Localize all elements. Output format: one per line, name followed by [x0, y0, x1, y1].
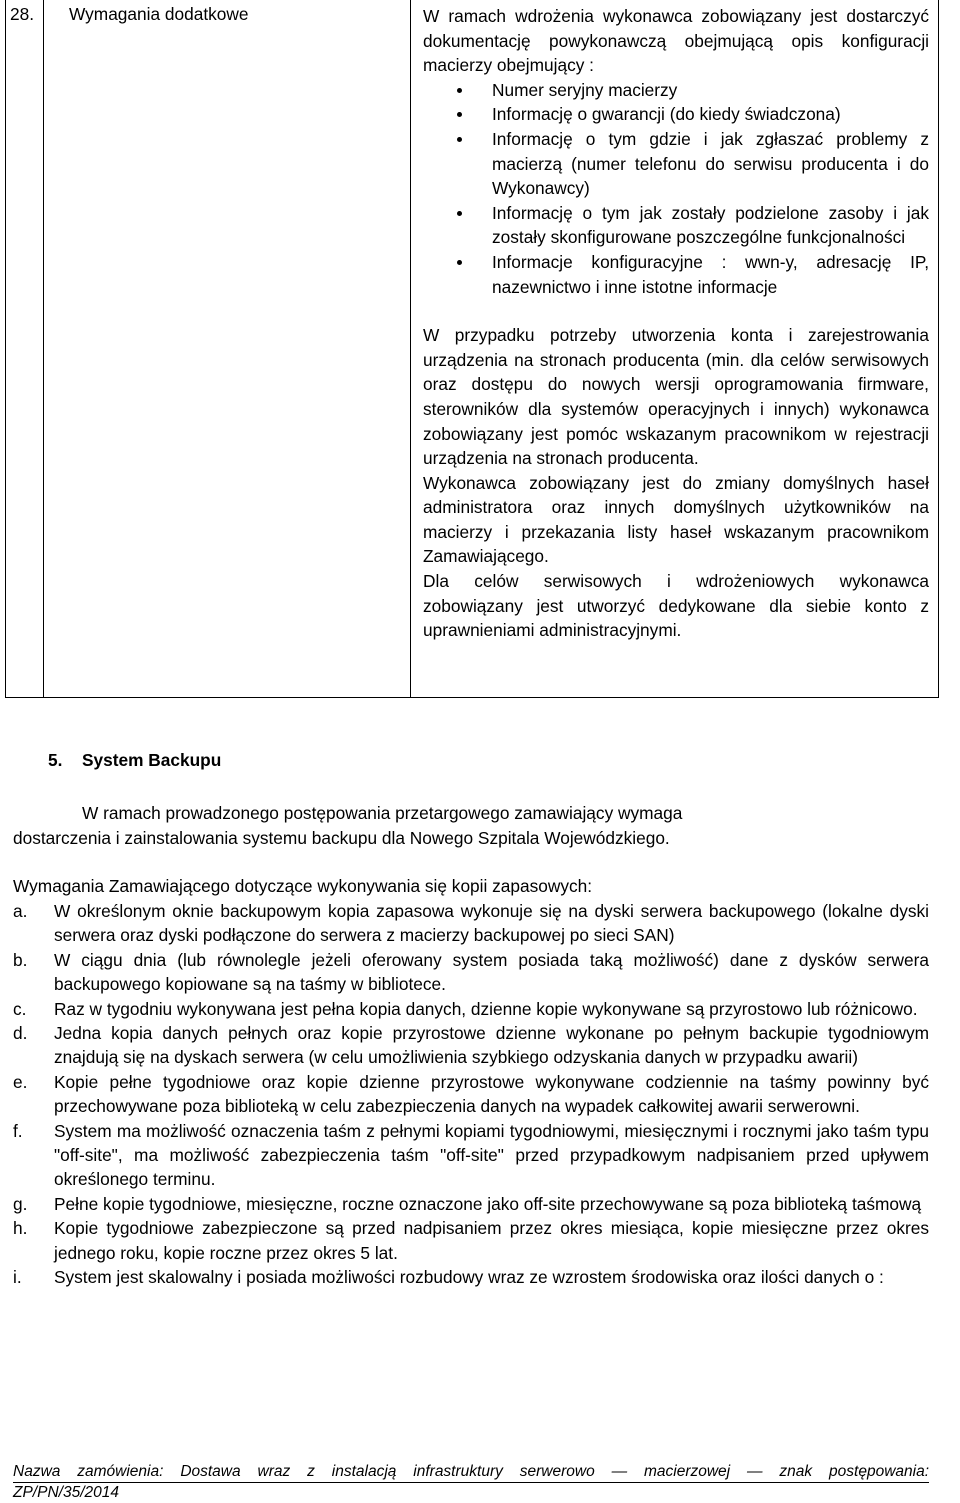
section-heading: [48, 750, 221, 771]
row-content-cell: [412, 0, 938, 697]
list-letter: d.: [13, 1023, 28, 1044]
list-item-text: Kopie pełne tygodniowe oraz kopie dzienne przyrostowe wykonywane codziennie na taśmy powinny być przechowywane poza biblioteką w celu zabezpieczenia danych na wypadek całkowitej awarii serwerowni.: [54, 1071, 929, 1117]
section-title: System Backupu: [82, 750, 222, 770]
bullet-item: Informację o tym gdzie i jak zgłaszać problemy z macierzą (numer telefonu do serwisu producenta i do Wykonawcy): [492, 127, 929, 201]
list-letter: f.: [13, 1120, 23, 1141]
intro-line: dostarczenia i zainstalowania systemu backupu dla Nowego Szpitala Wojewódzkiego.: [13, 828, 670, 848]
requirements-intro: Wymagania Zamawiającego dotyczące wykonywania się kopii zapasowych:: [13, 876, 593, 896]
bullet-item: Informację o gwarancji (do kiedy świadczona): [492, 102, 929, 127]
list-item: [13, 948, 929, 997]
admin-account-paragraph: Dla celów serwisowych i wdrożeniowych wykonawca zobowiązany jest utworzyć dedykowane dla siebie konto z uprawnieniami administracyjnymi.: [423, 571, 929, 641]
list-item-text: Pełne kopie tygodniowe, miesięczne, roczne oznaczone jako off-site przechowywane są poza biblioteką taśmową: [54, 1193, 922, 1214]
backup-requirements-list: [13, 899, 929, 1290]
list-letter: a.: [13, 901, 28, 921]
list-item: [13, 1265, 929, 1289]
list-letter: b.: [13, 949, 28, 970]
row-label: Wymagania dodatkowe: [69, 4, 249, 24]
account-registration-paragraph: W przypadku potrzeby utworzenia konta i zarejestrowania urządzenia na stronach producenta (min. dla celów serwisowych oraz dostępu do nowych wersji oprogramowania firmware, sterowników dla systemów operacyjnych i innych) wykonawca zobowiązany jest pomóc wskazanym pracownikom w rejestracji urządzenia na stronach producenta.: [423, 325, 929, 469]
section-intro: [13, 801, 833, 851]
list-item-text: W ciągu dnia (lub równolegle jeżeli oferowany system posiada taką możliwość) dane z dysków serwera backupowego kopiowane są na taśmy w bibliotece.: [54, 949, 929, 995]
list-item-text: Jedna kopia danych pełnych oraz kopie przyrostowe dzienne wykonane po pełnym backupie tygodniowym znajdują się na dyskach serwera (w celu umożliwienia szybkiego odzyskania danych w przypadku awarii): [54, 1023, 929, 1068]
list-item-text: Kopie tygodniowe zabezpieczone są przed nadpisaniem przez okres miesiąca, kopie miesięczne przez okres jednego roku, kopie roczne przez okres 5 lat.: [54, 1218, 929, 1263]
list-item: [13, 1216, 929, 1265]
intro-line: W ramach prowadzonego postępowania przetargowego zamawiający wymaga: [82, 803, 683, 823]
section-number: 5.: [48, 750, 63, 770]
list-letter: c.: [13, 998, 27, 1019]
list-item: [13, 1021, 929, 1070]
list-letter: g.: [13, 1193, 28, 1214]
list-item-text: System jest skalowalny i posiada możliwości rozbudowy wraz ze wzrostem środowiska oraz ilości danych o :: [54, 1267, 884, 1288]
list-letter: e.: [13, 1071, 28, 1092]
config-bullet-list: [423, 78, 929, 299]
list-item: [13, 1192, 929, 1216]
password-change-paragraph: Wykonawca zobowiązany jest do zmiany domyślnych haseł administratora oraz innych domyślnych użytkowników na macierzy i przekazania listy haseł wskazanym pracownikom Zamawiającego.: [423, 472, 929, 567]
table-intro-text: W ramach wdrożenia wykonawca zobowiązany jest dostarczyć dokumentację powykonawczą obejmującą opis konfiguracji macierzy obejmujący :: [423, 6, 929, 76]
requirements-table-row: [5, 0, 939, 698]
row-label-cell: [44, 0, 411, 697]
footer-order-name: Nazwa zamówienia: Dostawa wraz z instalacją infrastruktury serwerowo — macierzowej — znak postępowania:: [13, 1462, 929, 1483]
list-letter: i.: [13, 1267, 22, 1288]
page-footer: [13, 1462, 929, 1503]
list-item-text: W określonym oknie backupowym kopia zapasowa wykonuje się na dyski serwera backupowego (lokalne dyski serwera oraz dyski podłączone do serwera z macierzy backupowej po sieci SAN): [54, 901, 929, 946]
bullet-item: Numer seryjny macierzy: [492, 78, 929, 103]
list-letter: h.: [13, 1218, 28, 1239]
list-item: [13, 997, 929, 1021]
list-item: [13, 1119, 929, 1192]
list-item: [13, 899, 929, 948]
list-item-text: Raz w tygodniu wykonywana jest pełna kopia danych, dzienne kopie wykonywane są przyrostowo lub różnicowo.: [54, 998, 918, 1019]
list-item: [13, 1070, 929, 1119]
row-number: 28.: [10, 4, 35, 24]
footer-reference-number: ZP/PN/35/2014: [13, 1484, 119, 1501]
row-number-cell: [6, 0, 44, 697]
bullet-item: Informacje konfiguracyjne : wwn-y, adresację IP, nazewnictwo i inne istotne informacje: [492, 250, 929, 299]
bullet-item: Informację o tym jak zostały podzielone zasoby i jak zostały skonfigurowane poszczególne funkcjonalności: [492, 201, 929, 250]
list-item-text: System ma możliwość oznaczenia taśm z pełnymi kopiami tygodniowymi, miesięcznymi i rocznymi jako taśm typu "off-site", ma możliwość zabezpieczenia taśm "off-site" przed przypadkowym nadpisaniem przed upływem określonego terminu.: [54, 1120, 929, 1190]
